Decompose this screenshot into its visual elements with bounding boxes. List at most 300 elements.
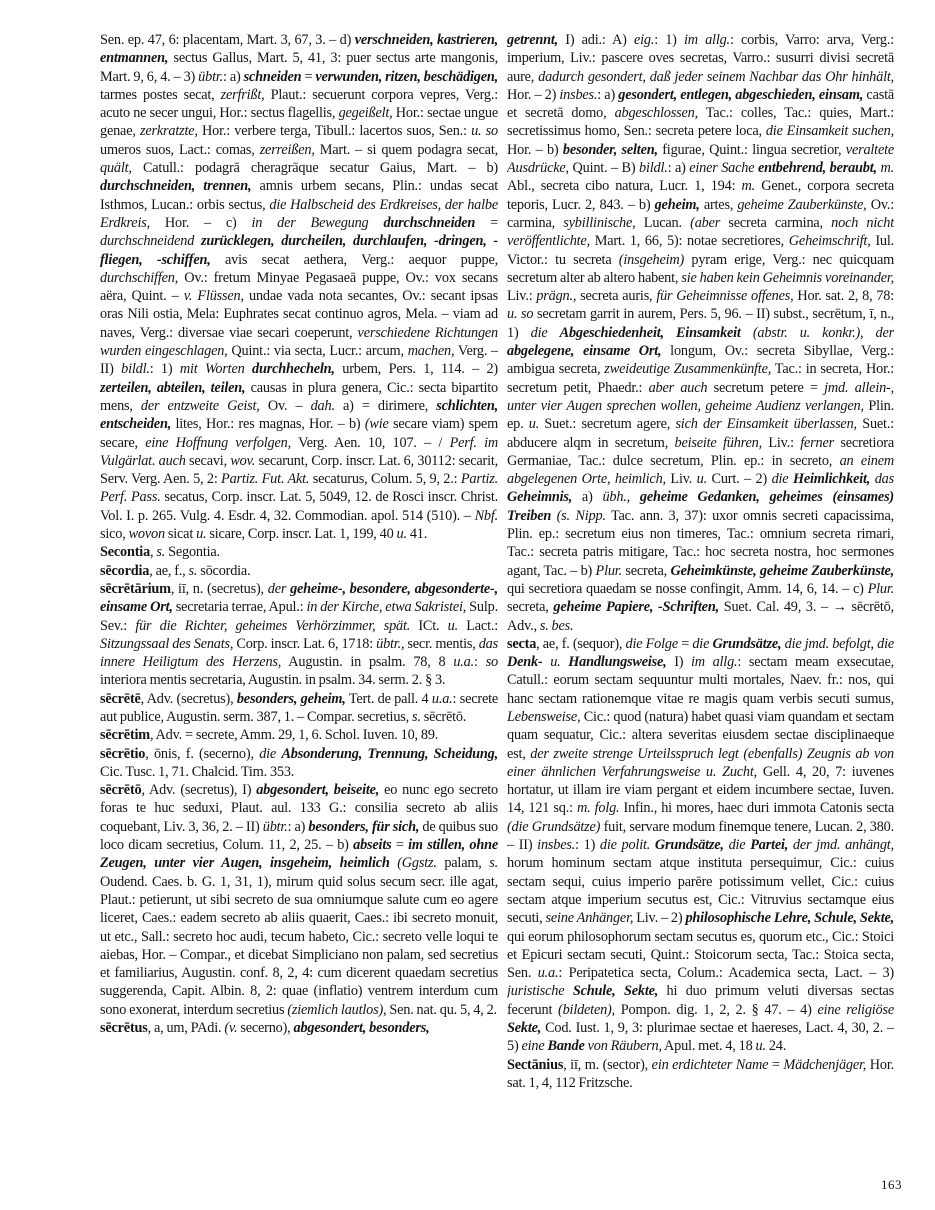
text-run: , iī, m. (sector), <box>563 1056 652 1073</box>
text-run: veraltete Ausdrücke, <box>507 141 894 177</box>
text-run: : <box>474 654 486 671</box>
text-run: a) <box>572 489 603 506</box>
text-run: (ziemlich lautlos), <box>287 1001 387 1018</box>
text-run: Augustin. in psalm. 78, 8 <box>281 654 454 671</box>
text-run: de quibus suo loco dicam secretius, Colum. 11, 2, 25. – b) <box>100 818 498 854</box>
text-run: abgesondert, besonders, <box>293 1020 430 1037</box>
text-run: Abl., secreta cibo natura, Lucr. 1, 194: <box>507 178 742 195</box>
text-run: : 1) <box>149 361 180 378</box>
text-run: Pompon. dig. 1, 2, 2. § 47. – 4) <box>614 1001 818 1018</box>
text-run: übtr. <box>198 68 223 85</box>
text-run: sēcrētē <box>100 690 141 707</box>
text-run: die <box>259 745 277 762</box>
text-run: so <box>485 654 498 671</box>
entry-secrete <box>100 690 498 727</box>
text-run: Lebensweise, <box>507 708 581 725</box>
text-run: abgelegene, einsame Ort, <box>507 343 662 360</box>
text-run: Hor. – c) <box>149 214 252 231</box>
text-run: insbes. <box>559 86 598 103</box>
text-run: eine Hoffnung verfolgen, <box>145 434 291 451</box>
text-run: u.a. <box>537 965 559 982</box>
text-run: zerreißen, <box>259 141 315 158</box>
text-run: urbem, Pers. 1, 114. – 2) <box>334 361 498 378</box>
text-run: abgeschlossen, <box>614 105 698 122</box>
text-run: secta <box>507 635 537 652</box>
text-run: s. <box>188 562 198 579</box>
text-run: u. <box>396 526 407 543</box>
text-run: ICt. <box>410 617 448 634</box>
text-run: sēcrētō. <box>420 708 467 725</box>
text-run: Ov. – <box>259 397 311 414</box>
text-run: : 1) <box>575 837 600 854</box>
text-run: Liv.: <box>507 288 537 305</box>
text-run: Heimlichkeit, <box>792 471 871 488</box>
text-run: secretum petere = <box>707 379 825 396</box>
text-run: Corp. inscr. Lat. 6, 1718: <box>233 635 377 652</box>
text-run: Denk- <box>507 654 543 671</box>
text-run: aber auch <box>648 379 708 396</box>
text-run: Sectānius <box>507 1056 564 1073</box>
text-run: zerkratzte, <box>139 123 198 140</box>
text-run: Grundsätze, <box>654 837 724 854</box>
text-run: verschneiden, kastrieren, entmannen, <box>100 32 498 67</box>
text-run: Perf. im Vulgärlat. auch <box>100 434 498 469</box>
text-run: : a) <box>287 818 309 835</box>
text-run: , ae, f., <box>149 562 189 579</box>
text-run: Partei, <box>750 837 789 854</box>
text-run: die Halbscheid des Erdkreises, der halbe Erdkreis, <box>100 196 498 231</box>
text-run: eig. <box>633 32 655 48</box>
text-run: Tert. de pall. 4 <box>345 690 432 707</box>
text-run: an einem abgelegenen Orte, heimlich, <box>507 452 894 488</box>
text-run: artes, <box>699 196 738 213</box>
text-run: (die Grundsätze) <box>507 818 601 835</box>
text-run: palam, <box>436 855 490 872</box>
text-run: Cic. Tusc. 1, 71. Chalcid. Tim. 353. <box>100 763 295 780</box>
text-run: 41. <box>406 526 428 543</box>
text-run: : corbis, Varro: arva, Verg.: imperium, Liv.: pascere oves secretas, Varro.: susurri divisi secretā aure, <box>507 32 894 85</box>
text-run: , Adv. (secretus), I) <box>141 782 257 799</box>
entry-secta <box>507 635 894 1056</box>
text-run <box>548 325 560 341</box>
text-run <box>194 233 201 249</box>
text-run: Geheimkünste, geheime Zauberkünste, <box>670 562 894 579</box>
text-run: Oudend. Caes. b. G. 1, 31, 1), mirum quid solus secum secr. ille agat, Plaut.: petierunt, ut sibi secreto de sua omniumque salute cum eo agere liceret, Caes.: eadem secreto ab aliis quaerit, Caes.: ibi secreto monuit, ut etc., Sall.: secreto hoc audi, tecum habeto, Cic.: secreto velle loqui te aiebas, Hor. – Compar., et dicebat Simpliciano non palam, sed secretius et familiarius, Augustin. conf. 8, 2, 4: cum dicerent quaedam secretius suggerenda, Capit. Albin. 8, 2: quae (inflatio) ventrem interdum cum sono exonerat, interdum secretius <box>100 873 498 1018</box>
text-run: u. so <box>507 306 534 323</box>
text-run: Gell. 4, 20, 7: iuvenes hortatur, ut illam ire viam pergant et eidem incumbere sectae, Iuven. 14, 121 sq.: <box>507 763 894 817</box>
text-run: Mädchenjäger, <box>783 1056 867 1073</box>
text-run: zerteilen, abteilen, teilen, <box>100 379 246 396</box>
text-run: I) <box>666 654 692 671</box>
text-run: abgesondert, beiseite, <box>256 782 380 799</box>
text-run: Geheimschrift, <box>788 233 871 250</box>
text-run: durchschneiden, trennen, <box>100 178 252 195</box>
text-run: (v. <box>224 1020 238 1037</box>
text-run: sico, <box>100 526 129 543</box>
text-run: amnis urbem secans, Plin.: undas secat Isthmos, Lucan.: orbis sectus, <box>100 178 498 213</box>
text-run: (abstr. u. konkr.), der <box>752 324 894 341</box>
text-run: geheime Zauberkünste, <box>737 196 867 213</box>
text-run: für Geheimnisse offenes, <box>656 288 794 305</box>
text-run: secaturus, Colum. 5, 9, 2.: <box>309 471 461 488</box>
text-run: zerfrißt, <box>220 86 265 103</box>
entry-secreto-adv <box>100 781 498 1019</box>
text-run: verwunden, ritzen, beschädigen, <box>315 68 498 85</box>
text-run: die <box>771 471 789 488</box>
text-run: Plur. <box>595 562 622 579</box>
text-run: umeros suos, Lact.: comas, <box>100 141 260 158</box>
text-run: : Peripatetica secta, Colum.: Academica secta, Lact. – 3) <box>558 965 894 982</box>
text-run: : a) <box>597 86 619 103</box>
text-run: Cod. Iust. 1, 9, 3: plurimae sectae et haereses, Lact. 4, 30, 2. – 5) <box>507 1020 894 1055</box>
text-run: machen, <box>407 343 455 360</box>
text-run: avis secat aethera, Verg.: aequor puppe, <box>210 251 498 268</box>
text-run: quält, <box>100 160 132 177</box>
text-run: gegeißelt, <box>338 105 393 122</box>
text-run: bildl. <box>121 361 150 378</box>
text-run: sēcrētō <box>100 782 142 799</box>
text-run: (wie <box>364 416 389 433</box>
text-run: Genet., corpora secreta teporis, Lucr. 2, 843. – b) <box>507 178 894 213</box>
entry-secretus <box>100 1019 498 1037</box>
text-run: noch nicht veröffentlichte, <box>507 214 894 250</box>
text-run: sēcrētārium <box>100 580 171 597</box>
text-run: die Folge <box>625 635 678 652</box>
text-run: qui eorum philosophorum sectam secutus es, quorum etc., Cic.: Stoici et Epicuri sectam secuti, Quint.: Stoicorum secta, Tac.: Stoica secta, Sen. <box>507 928 894 982</box>
text-run: (insgeheim) <box>618 251 685 268</box>
text-run: mit Worten <box>179 361 245 378</box>
text-run: durchschneiden <box>383 214 476 231</box>
text-run: Hor. – b) <box>507 141 563 158</box>
text-run: s. bes. <box>539 617 574 634</box>
entry-secretio <box>100 745 498 782</box>
text-run: schneiden <box>243 68 302 85</box>
text-run: Tac.: colles, Tac.: quies, Mart.: secretissimus homo, Sen.: secreta petere loca, <box>507 105 894 140</box>
text-run: geheim, <box>654 196 700 213</box>
text-run: hi duo primum veluti diversas sectas fecerunt <box>507 983 894 1018</box>
text-run: Iul. Victor.: tu secreta <box>507 233 894 268</box>
text-run: sicat <box>164 526 197 543</box>
text-run: , ae, f. (sequor), <box>536 635 626 652</box>
text-run: Quint.: via secta, Lucr.: arcum, <box>227 343 408 360</box>
text-run: prägn., <box>536 288 577 305</box>
left-column <box>100 31 498 1191</box>
page-number: 163 <box>881 1177 902 1192</box>
text-run: : secrete aut publice, Augustin. serm. 387, 1. – Compar. secretius, <box>100 690 498 725</box>
text-run: u. <box>755 1038 766 1055</box>
entry-secretus-continuation <box>507 31 894 635</box>
text-run: in der Kirche, etwa Sakristei, <box>306 599 467 616</box>
text-run: Ov.: fretum Minyae Pegasaeā puppe, Ov.: vox secans aëra, Quint. – <box>100 269 498 305</box>
text-run: m. <box>741 178 756 195</box>
text-run: Hor.: verbere terga, Tibull.: lacertos suos, Sen.: <box>197 123 472 140</box>
text-run: jmd. allein-, unter vier Augen sprechen wollen, geheime Audienz verlangen, <box>507 379 894 414</box>
text-run: lites, Hor.: res magnas, Hor. – b) <box>171 416 365 433</box>
text-run: Mart. – si quem podagra secat, <box>314 141 498 158</box>
text-run: : a) <box>667 160 690 177</box>
text-run: secr. mentis, <box>404 635 479 652</box>
text-run: Plaut.: secuerunt corpora vepres, Verg.: acuto ne secer ungui, Hor.: sectus flagellis, <box>100 86 498 122</box>
text-run: dadurch gesondert, daß jeder seinem Nachbar das Ohr hinhält, <box>538 68 894 85</box>
text-run: causas in plura genera, Cic.: secta bipartito mens, <box>100 379 498 414</box>
text-run: Schule, Sekte, <box>572 983 659 1000</box>
text-run: abseits <box>353 837 392 854</box>
text-run: horum hominum sectam atque instituta persequimur, Cic.: cuius sectam sequi, cuius imperio parēre potissimum vellet, Cic.: cuius sectam atque imperium secutus est, Cic.: Vitruvius sectamque eius secuti, <box>507 855 894 927</box>
right-column <box>507 31 894 1191</box>
text-run: der jmd. anhängt, <box>792 837 894 854</box>
text-run: Sekte, <box>507 1020 542 1037</box>
text-run: Absonderung, Trennung, Scheidung, <box>281 745 498 762</box>
text-run: dah. <box>310 397 335 414</box>
text-run: undae vada nota secantes, Ov.: secant ipsas oras Nili ostia, Mela: Euphrates secat continuo agros, Mela. – viam ad naves, Verg.: diversae viae secari coeperunt, <box>100 288 498 341</box>
text-run: Mart. 1, 66, 5): notae secretiores, <box>589 233 789 250</box>
entry-secretarium <box>100 580 498 690</box>
text-run: = <box>768 1056 784 1073</box>
text-run: sēcrētio <box>100 745 146 762</box>
text-run: s. <box>412 708 421 725</box>
text-run: Secontia <box>100 544 151 561</box>
text-run: Apul. met. 4, 18 <box>661 1038 756 1055</box>
text-run: Plur. <box>867 580 894 597</box>
text-run: eine <box>521 1038 545 1055</box>
text-run: ein erdichteter Name <box>651 1056 769 1073</box>
text-run: Verg. Aen. 10, 107. – / <box>290 434 450 451</box>
text-run: das innere Heiligtum des Herzens, <box>100 635 498 671</box>
text-run: Sen. nat. qu. 5, 4, 2. <box>386 1001 497 1018</box>
text-run: Cic.: quod (natura) habet quasi viam quandam et sectam quam sequatur, Cic.: altera severitas eiusdem sectae disciplinaeque est, <box>507 708 894 762</box>
text-run: Suet. Cal. 49, 3. – → sēcrētō, Adv., <box>507 599 894 634</box>
text-run: Grundsätze, <box>712 635 782 652</box>
text-run: sie haben kein Geheimnis voreinander, <box>681 269 894 286</box>
text-run: der entzweite Geist, <box>140 397 260 414</box>
text-run: , a, um, PAdi. <box>147 1020 225 1037</box>
text-run: longum, Ov.: secreta Sibyllae, Verg.: ambigua secreta, <box>507 343 894 378</box>
text-run: besonders, für sich, <box>308 818 420 835</box>
text-run: : sectam meam exsecutae, Catull.: eorum sectam sequuntur multi mortales, Naev. fr.: nos, qui hanc sectam rationemque vitae re magis quam verbis secuti sumus, <box>507 654 894 707</box>
text-run: der zweite strenge Urteilsspruch legt (ebenfalls) Zeugnis ab von einer ähnlichen Verfahrungsweise u. Zucht, <box>507 745 894 780</box>
text-run: Sulp. Sev.: <box>100 599 498 634</box>
text-run: Curt. – 2) <box>706 471 772 488</box>
text-run: secretam garrit in aurem, Pers. 5, 96. – II) subst., secrētum, ī, n., 1) <box>507 306 894 341</box>
text-run: secarunt, Corp. inscr. Lat. 6, 30112: secarit, Serv. Verg. Aen. 5, 2: <box>100 452 498 488</box>
text-run: v. Flüssen, <box>183 288 244 305</box>
text-run <box>245 361 252 377</box>
text-run: zweideutige Zusammenkünfte, <box>604 361 772 378</box>
text-run: ferner <box>800 434 835 451</box>
text-run: pyram erige, Verg.: nec quicquam secretum alter ab altero habent, <box>507 251 894 286</box>
text-run: u. so <box>471 123 498 140</box>
text-run: bildl. <box>639 160 668 177</box>
text-run: secreta, <box>507 599 554 616</box>
text-run: Suet.: abducere alqm in secretum, <box>507 416 894 451</box>
text-run: durchschiffen, <box>100 269 179 286</box>
text-run: zurücklegen, durcheilen, durchlaufen, -dringen, -fliegen, -schiffen, <box>100 233 498 268</box>
text-run: , ōnis, f. (secerno), <box>145 745 260 762</box>
text-run: sēcrētus <box>100 1020 148 1037</box>
text-run: philosophische Lehre, Schule, Sekte, <box>685 910 894 927</box>
text-run: Liv.: <box>761 434 801 451</box>
text-run: sybillinische, <box>563 214 636 231</box>
text-run: geheime Gedanken, geheimes (einsames) Treiben <box>507 489 894 524</box>
text-run: einer Sache <box>689 160 755 177</box>
text-run: Suet.: secretum agere, <box>539 416 676 433</box>
text-run: juristische <box>507 983 565 1000</box>
text-run: das <box>874 471 894 488</box>
entry-secordia <box>100 562 498 580</box>
text-run: , Adv. = secrete, Amm. 29, 1, 6. Schol. Iuven. 10, 89. <box>150 727 439 744</box>
text-run: getrennt, <box>507 32 559 48</box>
text-run: secretaria terrae, Apul.: <box>172 599 307 616</box>
text-run: m. <box>880 160 894 177</box>
text-run: = <box>678 635 693 652</box>
text-run: , <box>150 544 157 561</box>
text-run: durchschneidend <box>100 233 195 250</box>
text-run: Sitzungssaal des Senats, <box>100 635 234 652</box>
text-run: : a) <box>223 68 244 85</box>
text-run: a) = dirimere, <box>334 397 437 414</box>
text-run: von Räubern, <box>587 1038 662 1055</box>
text-run: sectus Gallus, Mart. 5, 41, 3: puer sectus arte mangonis, Mart. 9, 6, 4. – 3) <box>100 50 498 85</box>
text-run: secreta carmina, <box>720 214 832 231</box>
text-run: die <box>530 324 548 341</box>
text-run: secreta auris, <box>576 288 657 305</box>
text-run: 24. <box>765 1038 787 1055</box>
entry-sectanius <box>507 1056 894 1093</box>
text-run: secavi, <box>185 452 231 469</box>
text-run: gesondert, entlegen, abgeschieden, einsam, <box>618 86 864 103</box>
text-run: verschiedene Richtungen wurden eingeschlagen, <box>100 324 498 360</box>
text-run: Hor. sat. 1, 4, 112 Fritzsche. <box>507 1056 894 1091</box>
text-run: u. <box>447 617 458 634</box>
text-run: Hor. sat. 2, 8, 78: <box>793 288 894 305</box>
text-run: seine Anhänger, <box>545 910 634 927</box>
text-run: (Ggstz. <box>397 855 437 872</box>
text-run: übtr. <box>262 818 288 835</box>
text-run: u. <box>528 416 540 433</box>
entry-secretim <box>100 726 498 744</box>
text-run: Verg. – II) <box>100 343 498 378</box>
text-run: schlichten, entscheiden, <box>100 397 498 433</box>
text-run: Bande <box>547 1038 585 1055</box>
text-run: Segontia. <box>165 544 220 561</box>
text-run: im allg. <box>683 32 730 48</box>
text-run: Handlungsweise, <box>568 654 667 671</box>
text-run: geheime Papiere, -Schriften, <box>553 599 719 616</box>
text-run: Hor.: sectae ungue genae, <box>100 105 498 140</box>
text-run: sich der Einsamkeit überlassen, <box>675 416 857 433</box>
text-run: s. <box>489 855 498 872</box>
text-run: Nbf. <box>474 507 498 524</box>
text-run: beiseite führen, <box>674 434 762 451</box>
text-run: secretiora Germaniae, Tac.: dulce secretum, Plin. ep.: in secreto, <box>507 434 894 469</box>
text-run: tarmes postes secat, <box>100 86 221 103</box>
text-run: die Einsamkeit suchen, <box>765 123 894 140</box>
text-run <box>630 489 640 505</box>
text-run: geheime-, besondere, abgesonderte-, einsame Ort, <box>100 580 498 616</box>
text-run: die jmd. befolgt, die <box>784 635 894 652</box>
text-run: , iī, n. (secretus), <box>170 580 268 597</box>
text-run: = <box>301 68 316 85</box>
text-run: im stillen, ohne Zeugen, unter vier Augen, insgeheim, heimlich <box>100 837 498 872</box>
text-run: castā et secretā domo, <box>507 86 894 122</box>
text-run: u. <box>696 471 707 488</box>
text-run: eine religiöse <box>817 1001 894 1018</box>
text-run: m. folg. <box>576 800 620 817</box>
text-run: figurae, Quint.: lingua secretior, <box>657 141 846 158</box>
text-run: s. <box>156 544 166 561</box>
entry-secontia <box>100 543 498 561</box>
text-run: u. <box>196 526 207 543</box>
text-run: secatus, Corp. inscr. Lat. 5, 5049, 12. de Rosci inscr. Christ. Vol. I. p. 265. Vulg. 4. Esdr. 4, 32. Commodian. apol. 514 (510). – <box>100 489 498 524</box>
text-run: für die Richter, geheimes Verhörzimmer, spät. <box>135 617 411 634</box>
text-run: Partiz. Fut. Akt. <box>221 471 310 488</box>
text-run <box>564 983 572 999</box>
text-run: Lact.: <box>458 617 498 634</box>
text-run: eo nunc ego secreto foras te huc seduxi, Plaut. aul. 133 G.: consilia secreto ab aliis coquebant, Liv. 3, 36, 2. – II) <box>100 782 498 835</box>
text-run: qui secretiora quaedam se nosse confingit, Amm. 14, 6, 14. – c) <box>507 580 868 597</box>
text-run: sōcordia. <box>197 562 251 579</box>
text-run: durchhecheln, <box>252 361 335 378</box>
text-run: , Adv. (secretus), <box>140 690 237 707</box>
text-run: Abgeschiedenheit, Einsamkeit <box>559 324 741 341</box>
text-run: I) adi.: A) <box>558 32 634 48</box>
text-run: Lucan. <box>635 214 691 231</box>
text-run: = <box>391 837 409 854</box>
text-run: (aber <box>690 214 721 231</box>
text-run <box>369 215 384 231</box>
text-run: Infin., hi mores, haec duri immota Catonis secta <box>619 800 894 817</box>
text-run: = <box>475 214 498 231</box>
text-run: : 1) <box>654 32 684 48</box>
text-run: sicare, Corp. inscr. Lat. 1, 199, 40 <box>206 526 397 543</box>
text-run: (s. Nipp. <box>556 507 606 524</box>
text-run: der <box>267 580 287 597</box>
text-run: u. <box>550 654 561 671</box>
text-run: Tac. ann. 3, 37): uxor omnis secreti capacissima, Plin. ep.: secretum eius non timeres, Tac.: omnium secreta rimari, Tac.: secreta patris mitigare, Tac.: hoc secreta nostra, hoc sermones agant, Tac. – b) <box>507 507 894 579</box>
text-run: in der Bewegung <box>251 214 369 231</box>
text-run: Catull.: podagrā cheragrāque secatur Gaius, Mart. – b) <box>131 160 498 177</box>
text-run: u.a. <box>453 654 475 671</box>
text-run: im allg. <box>691 654 738 671</box>
text-run: Ov.: carmina, <box>507 196 894 231</box>
text-run: besonder, selten, <box>562 141 658 158</box>
text-run: wov. <box>230 452 256 469</box>
text-run: übh., <box>602 489 631 506</box>
text-run: übtr., <box>376 635 405 652</box>
text-run: Plin. ep. <box>507 397 894 433</box>
text-run: secare viam) spem secare, <box>100 416 498 451</box>
entry-seco-continuation <box>100 31 498 543</box>
text-run: Partiz. Perf. Pass. <box>100 471 498 506</box>
text-run: secerno), <box>237 1020 294 1037</box>
text-run: (bildeten), <box>558 1001 615 1018</box>
text-run: besonders, geheim, <box>236 690 346 707</box>
text-run: insbes. <box>537 837 576 854</box>
text-run: secreta, <box>621 562 671 579</box>
text-run: interiora mentis secretaria, Augustin. in psalm. 34. serm. 2. § 3. <box>100 672 446 689</box>
text-run: Quint. – B) <box>568 160 640 177</box>
text-run: wovon <box>128 526 165 543</box>
text-run: Tac.: in secreta, Hor.: secretum petit, Phaedr.: <box>507 361 894 396</box>
text-run: Hor. – 2) <box>507 86 560 103</box>
text-run <box>741 325 753 341</box>
text-run: fuit, servare modum finemque tenere, Lucan. 2, 380. – II) <box>507 818 894 854</box>
text-run: Sen. ep. 47, 6: placentam, Mart. 3, 67, 3. – d) <box>100 32 355 48</box>
text-run: Liv. – 2) <box>633 910 686 927</box>
text-run: u.a. <box>431 690 453 707</box>
text-run: entbehrend, beraubt, <box>757 160 877 177</box>
text-run: sēcrētim <box>100 727 150 744</box>
